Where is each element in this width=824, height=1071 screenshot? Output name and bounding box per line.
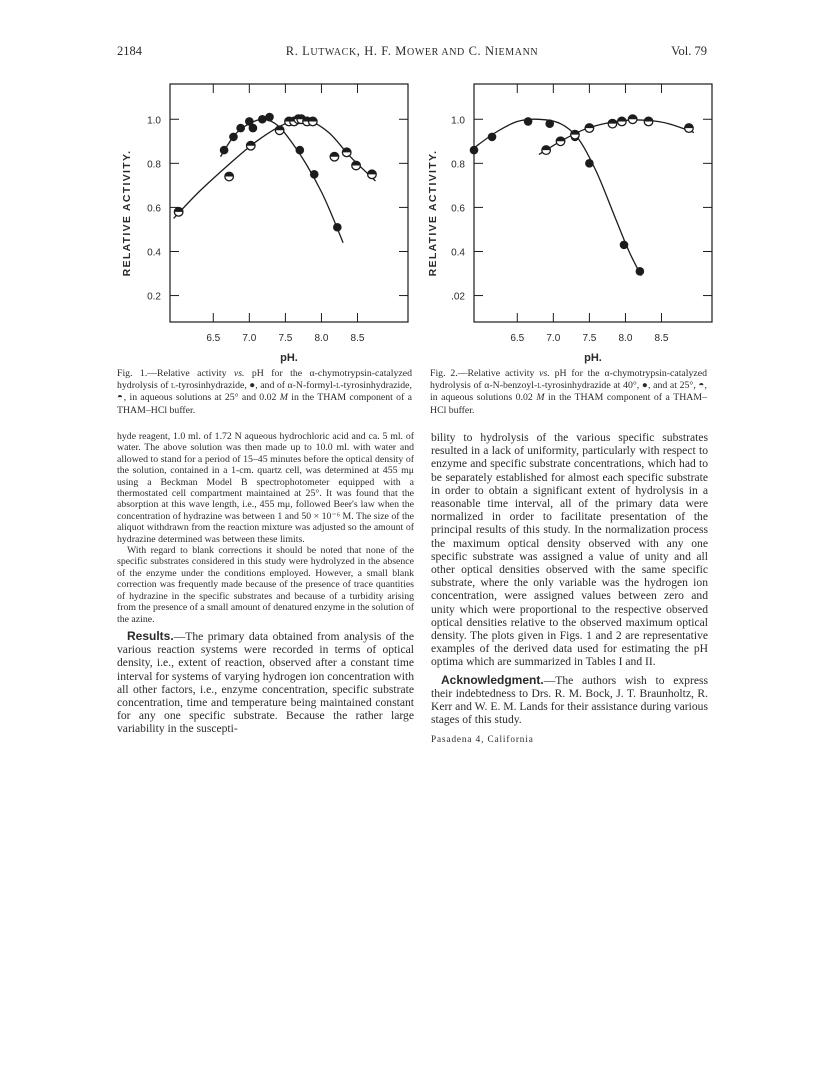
right-text-column [431, 431, 708, 744]
x-tick-label: 6.5 [510, 333, 525, 344]
y-tick-label: 0.6 [451, 203, 465, 215]
x-tick-label: 8.5 [350, 333, 365, 344]
running-title-authors: R. LUTWACK, H. F. MOWER AND C. NIEMANN [285, 44, 539, 58]
x-tick-label: 7.0 [242, 333, 257, 344]
y-tick-label: 0.2 [147, 291, 161, 303]
x-tick-label: 6.5 [206, 333, 221, 344]
filled-data-point [545, 119, 554, 128]
series-2-curve [174, 120, 376, 219]
page-number: 2184 [117, 44, 142, 58]
x-axis-title: pH. [584, 352, 602, 364]
filled-data-point [220, 146, 229, 155]
y-axis-title: RELATIVE ACTIVITY. [121, 149, 133, 277]
half-filled-data-point [556, 137, 565, 146]
half-filled-data-point [352, 161, 361, 170]
blank-corrections-paragraph: With regard to blank corrections it should be noted that none of the specific substrates considered in this study were hydrolyzed in the absence of the enzyme under the conditions employed. However, a small blank correction was frequently made because of the presence of trace quantities of hydrazine in the specific substrates and because of a turbidity arising from the presence of a small amount of denatured enzyme in the solution of the azine. [117, 545, 414, 625]
half-filled-data-point [571, 130, 580, 139]
y-tick-label: 0.4 [147, 247, 161, 259]
half-filled-data-point [246, 141, 255, 150]
filled-data-point [585, 159, 594, 168]
half-filled-data-point [275, 126, 284, 135]
filled-data-point [333, 223, 342, 232]
filled-data-point [636, 267, 645, 276]
half-filled-data-point [309, 117, 318, 126]
series-1-curve [221, 119, 344, 242]
figure-2-caption: Fig. 2.—Relative activity vs. pH for the α-chymotrypsin-catalyzed hydrolysis of α-N-benzoyl-l-tyrosinhydrazide at 40°, ●, and at 25°, ◓, in aqueous solutions 0.02 M in the THAM component of a THAM–HCl buffer. [430, 368, 707, 416]
x-tick-label: 8.0 [314, 333, 329, 344]
y-tick-label: 0.8 [451, 159, 465, 171]
half-filled-data-point [342, 148, 351, 157]
half-filled-data-point [225, 172, 234, 181]
acknowledgment-paragraph: Acknowledgment.—The authors wish to express their indebtedness to Drs. R. M. Bock, J. T. Braunholtz, R. Kerr and W. E. M. Lands for their assistance during various stages of this study. [431, 672, 708, 727]
half-filled-data-point [585, 124, 594, 133]
filled-data-point [310, 170, 319, 179]
y-tick-label: 1.0 [451, 115, 465, 127]
filled-data-point [236, 124, 245, 133]
methods-paragraph: hyde reagent, 1.0 ml. of 1.72 N aqueous hydrochloric acid and ca. 5 ml. of water. The above solution was then made up to 10.0 ml. with water and allowed to stand for a period of 15–45 minutes before the optical density of the solution, contained in a 1-cm. quartz cell, was determined at 455 mμ using a Beckman Model B spectrophotometer equipped with a thermostated cell compartment maintained at 25°. It was found that the absorption at this wave length, i.e., 455 mμ, followed Beer's law when the concentration of hydrazine was between 1 and 50 × 10⁻⁶ M. The size of the aliquot withdrawn from the reaction mixture was adjusted so the amount of hydrazine determined was between these limits. [117, 431, 414, 545]
y-tick-label: 0.6 [147, 203, 161, 215]
filled-data-point [524, 117, 533, 126]
x-tick-label: 7.5 [278, 333, 293, 344]
half-filled-data-point [628, 115, 637, 124]
plot-frame [474, 84, 712, 322]
results-paragraph: Results.—The primary data obtained from analysis of the various reaction systems were recorded in terms of optical density, i.e., extent of reaction, observed after a constant time interval for systems of varying hydrogen ion concentration with all other factors, i.e., enzyme concentration, specific substrate concentration, time and temperature being maintained constant for any one specific substrate. Because the rather large variability in the suscepti- [117, 628, 414, 736]
filled-data-point [296, 146, 305, 155]
y-tick-label: 1.0 [147, 115, 161, 127]
filled-data-point [265, 113, 274, 122]
y-tick-label: 0.4 [451, 247, 465, 259]
half-filled-data-point [368, 170, 377, 179]
author-address: Pasadena 4, California [431, 734, 534, 745]
figure-1-caption: Fig. 1.—Relative activity vs. pH for the α-chymotrypsin-catalyzed hydrolysis of l-tyrosinhydrazide, ●, and of α-N-formyl-l-tyrosinhydrazide, ◓, in aqueous solutions at 25° and 0.02 M in the THAM component of a THAM–HCl buffer. [117, 368, 412, 416]
filled-data-point [470, 146, 479, 155]
half-filled-data-point [608, 119, 617, 128]
half-filled-data-point [542, 146, 551, 155]
filled-data-point [620, 241, 629, 250]
results-heading: Results. [127, 628, 174, 643]
left-text-column [117, 431, 414, 736]
y-tick-label: .02 [451, 291, 465, 303]
y-axis-title: RELATIVE ACTIVITY. [427, 149, 439, 277]
running-header [117, 44, 707, 62]
filled-data-point [249, 124, 258, 133]
x-axis-title: pH. [280, 352, 298, 364]
normalization-paragraph: bility to hydrolysis of the various specific substrates resulted in a lack of uniformity, particularly with respect to enzyme and specific substrate concentrations, which had to be separately established for almost each specific substrate in order to obtain a significant extent of hydrolysis in a reasonable time interval, all of the primary data were normalized in order to facilitate presentation of the principal results of this study. In the normalization process the maximum optical density observed with any one specific substrate was assigned a value of unity and all other optical densities observed with the same specific substrate, where the only variable was the hydrogen ion concentration, were assigned values between zero and unity which were proportional to the respective observed optical densities relative to the observed maximum optical density. The plots given in Figs. 1 and 2 are representative examples of the derived data used for estimating the pH optima which are summarized in Tables I and II. [431, 431, 708, 669]
x-tick-label: 7.0 [546, 333, 561, 344]
filled-data-point [488, 133, 497, 142]
x-tick-label: 8.5 [654, 333, 669, 344]
half-filled-data-point [644, 117, 653, 126]
half-filled-data-point [174, 208, 183, 217]
half-filled-data-point [618, 117, 627, 126]
figure-2-chart [410, 72, 720, 372]
volume-label: Vol. 79 [671, 44, 707, 58]
acknowledgment-heading: Acknowledgment. [441, 672, 544, 687]
x-tick-label: 8.0 [618, 333, 633, 344]
half-filled-data-point [685, 124, 694, 133]
half-filled-data-point [330, 152, 339, 161]
y-tick-label: 0.8 [147, 159, 161, 171]
x-tick-label: 7.5 [582, 333, 597, 344]
filled-data-point [229, 133, 238, 142]
figure-1-chart [100, 72, 410, 372]
